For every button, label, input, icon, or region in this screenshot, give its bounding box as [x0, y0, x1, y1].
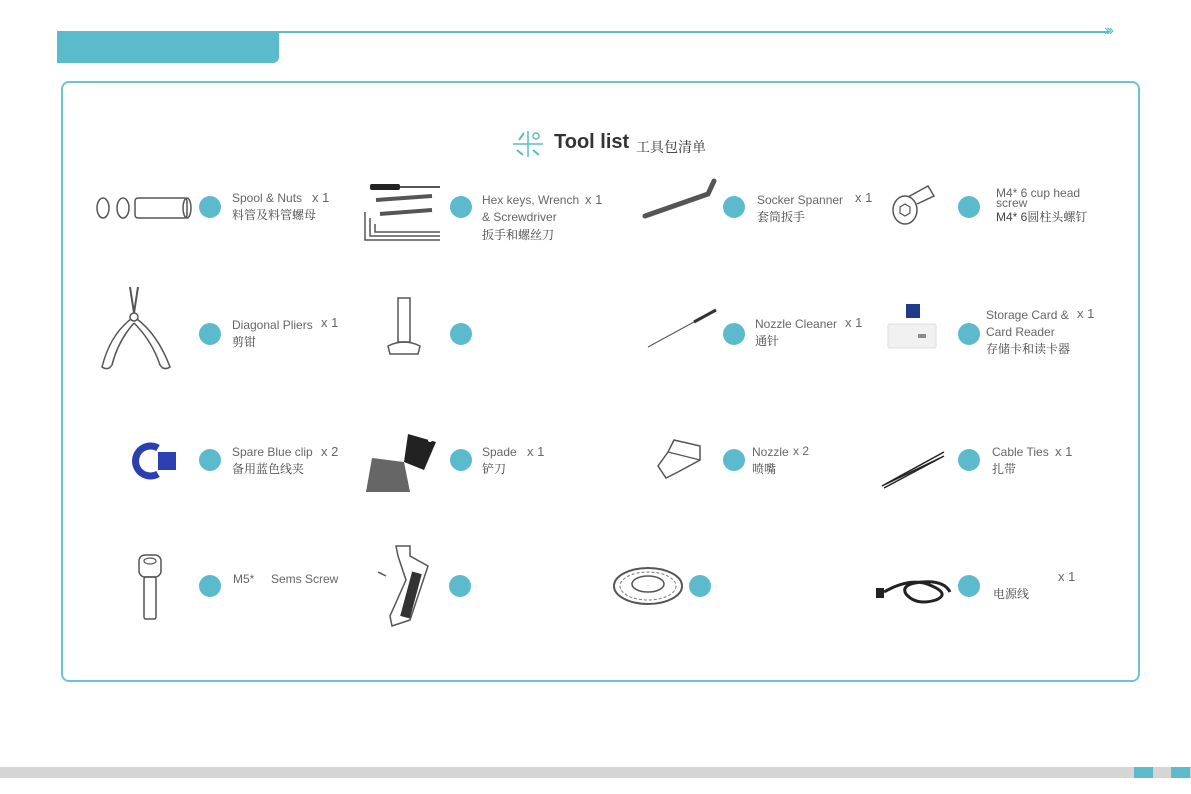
item-label: M4* 6 cup head [996, 186, 1081, 200]
item-qty: x 1 [527, 444, 545, 459]
item-label-2: & Screwdriver [482, 210, 557, 224]
item-label-2: Card Reader [986, 325, 1055, 339]
socket-spanner-icon [642, 178, 722, 220]
sems-screw-icon [136, 553, 166, 623]
footer-square-1 [1134, 767, 1153, 778]
item-label-cn: 扳手和螺丝刀 [482, 228, 555, 242]
page-title-cn: 工具包清单 [636, 139, 706, 155]
item-marker [199, 449, 221, 471]
spring-washer-icon [610, 562, 688, 608]
item-marker [958, 449, 980, 471]
spool-nuts-icon [95, 192, 195, 224]
spade-icon [364, 432, 440, 498]
item-qty: x 1 [845, 315, 863, 330]
bolt-icon [386, 296, 422, 358]
cup-head-screw-icon [890, 182, 936, 228]
power-cable-icon [872, 572, 956, 610]
item-label: Spade [482, 445, 517, 459]
cable-ties-icon [880, 448, 948, 490]
item-label-cn: 存储卡和读卡器 [986, 342, 1071, 356]
footer-bar [0, 767, 1191, 778]
bracket-icon [376, 542, 436, 630]
hex-keys-wrench-screwdriver-icon [362, 182, 444, 246]
item-marker [723, 323, 745, 345]
item-label-cn: 扎带 [992, 462, 1017, 476]
item-label-cn: 备用蓝色线夹 [232, 462, 305, 476]
item-qty: x 1 [312, 190, 330, 205]
item-qty: x 1 [1077, 306, 1095, 321]
item-label-cn: 喷嘴 [752, 462, 777, 476]
item-label-cn: 电源线 [993, 587, 1030, 601]
nozzle-cleaner-icon [646, 307, 720, 349]
item-marker [199, 196, 221, 218]
item-marker [723, 449, 745, 471]
tools-icon [512, 130, 544, 158]
item-label: Nozzle [752, 445, 789, 459]
item-marker [450, 323, 472, 345]
item-marker [450, 449, 472, 471]
item-marker [689, 575, 711, 597]
item-qty: x 1 [585, 192, 603, 207]
item-marker [958, 575, 980, 597]
item-label-cn: 套筒扳手 [757, 210, 806, 224]
item-label-cn: 料管及料管螺母 [232, 208, 317, 222]
header-tab [57, 31, 279, 63]
item-qty: x 2 [321, 444, 339, 459]
blue-clip-icon [132, 442, 180, 480]
item-label: Cable Ties [992, 445, 1049, 459]
item-marker [199, 575, 221, 597]
chevrons-icon: ››› [1104, 22, 1111, 39]
item-label: Diagonal Pliers [232, 318, 313, 332]
item-label: Socker Spanner [757, 193, 844, 207]
nozzle-icon [654, 438, 704, 480]
item-label-2: Sems Screw [271, 572, 339, 586]
item-label-cn: 铲刀 [482, 462, 507, 476]
item-marker [723, 196, 745, 218]
item-label-2: screw [996, 196, 1028, 210]
page-title: Tool list [554, 131, 630, 153]
item-qty: x 1 [855, 190, 873, 205]
item-label: Spool & Nuts [232, 191, 303, 205]
item-label: Storage Card & [986, 308, 1069, 322]
diagonal-pliers-icon [98, 285, 176, 373]
storage-card-reader-icon [886, 302, 938, 350]
item-label: M5* [233, 572, 255, 586]
footer-square-2 [1171, 767, 1190, 778]
item-qty: x 1 [321, 315, 339, 330]
item-label-cn: 通针 [755, 334, 780, 348]
item-label-cn: 剪钳 [232, 335, 257, 349]
item-label-cn: M4* 6圆柱头螺钉 [996, 210, 1088, 224]
item-marker [958, 323, 980, 345]
item-label: Spare Blue clip [232, 445, 313, 459]
item-qty: x 1 [1058, 569, 1076, 584]
item-qty: x 1 [1055, 444, 1073, 459]
item-qty: x 2 [793, 444, 810, 458]
item-marker [199, 323, 221, 345]
item-label: Hex keys, Wrench [482, 193, 580, 207]
item-marker [450, 196, 472, 218]
item-marker [449, 575, 471, 597]
item-marker [958, 196, 980, 218]
item-label: Nozzle Cleaner [755, 317, 838, 331]
